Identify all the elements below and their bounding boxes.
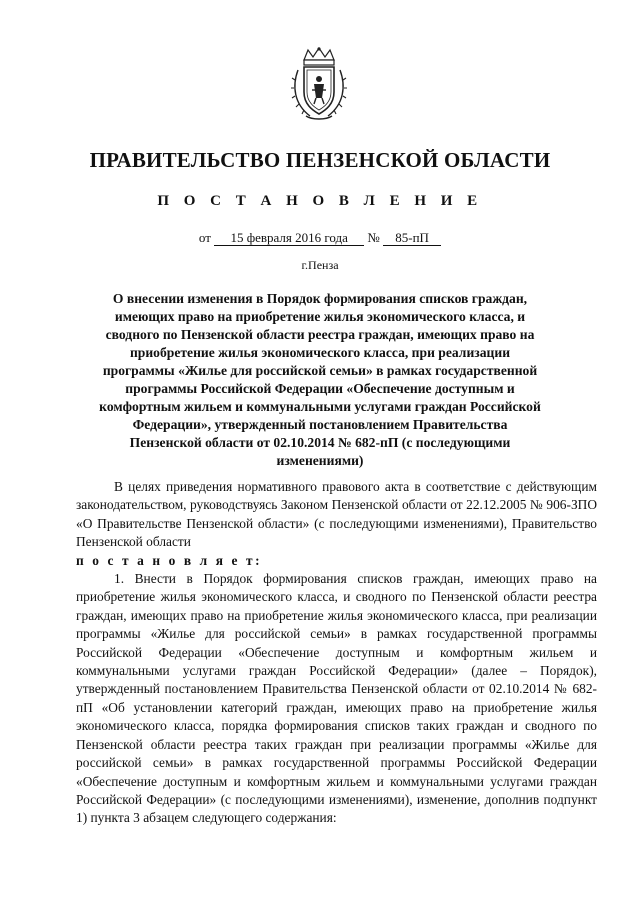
coat-of-arms-icon [290,46,348,122]
document-date: 15 февраля 2016 года [214,231,364,246]
date-prefix: от [198,230,211,245]
item-1-paragraph: 1. Внести в Порядок формирования списков граждан, имеющих право на приобретение жилья экономического класса, и сводного по Пензенской области реестра граждан, имеющих право на приобретение жилья экономического класса, при реализации программы «Жилье для российской семьи» в рамках государственной программы Российской Федерации «Обеспечение доступным и комфортным жильем и коммунальными услугами граждан Российской Федерации» (далее – Порядок), утвержденный постановлением Правительства Пензенской области от 02.10.2014 № 682-пП «Об установлении категорий граждан, имеющих право на приобретение жилья экономического класса, порядка формирования списков таких граждан и сводного по Пензенской области реестра таких граждан при реализации программы «Жилье для российской семьи» в рамках государственной программы Российской Федерации «Обеспечение доступным и комфортным жильем и коммунальными услугами граждан Российской Федерации» (с последующими изменениями), изменение, дополнив подпункт 1) пункта 3 абзацем следующего содержания: [76,571,597,826]
date-number-line [0,230,640,246]
number-sign: № [367,230,380,245]
city: г.Пенза [301,258,339,272]
decree-word: п о с т а н о в л я е т: [76,552,263,568]
document-type: П О С Т А Н О В Л Е Н И Е [157,193,483,209]
document-body [76,478,597,828]
document-subject: О внесении изменения в Порядок формирования списков граждан, имеющих право на приобретение жилья экономического класса, и сводного по Пензенской области реестра граждан, имеющих право на приобретение жилья экономического класса, при реализации программы «Жилье для российской семьи» в рамках государственной программы Российской Федерации «Обеспечение доступным и комфортным жильем и коммунальными услугами граждан Российской Федерации», утвержденный постановлением Правительства Пензенской области от 02.10.2014 № 682-пП (с последующими изменениями) [99,291,541,468]
document-number: 85-пП [383,231,441,246]
preamble-paragraph: В целях приведения нормативного правового акта в соответствие с действующим законодательством, руководствуясь Законом Пензенской области от 22.12.2005 № 906-ЗПО «О Правительстве Пензенской области» (с последующими изменениями), Правительство Пензенской области [76,479,597,550]
government-title: ПРАВИТЕЛЬСТВО ПЕНЗЕНСКОЙ ОБЛАСТИ [89,148,551,172]
